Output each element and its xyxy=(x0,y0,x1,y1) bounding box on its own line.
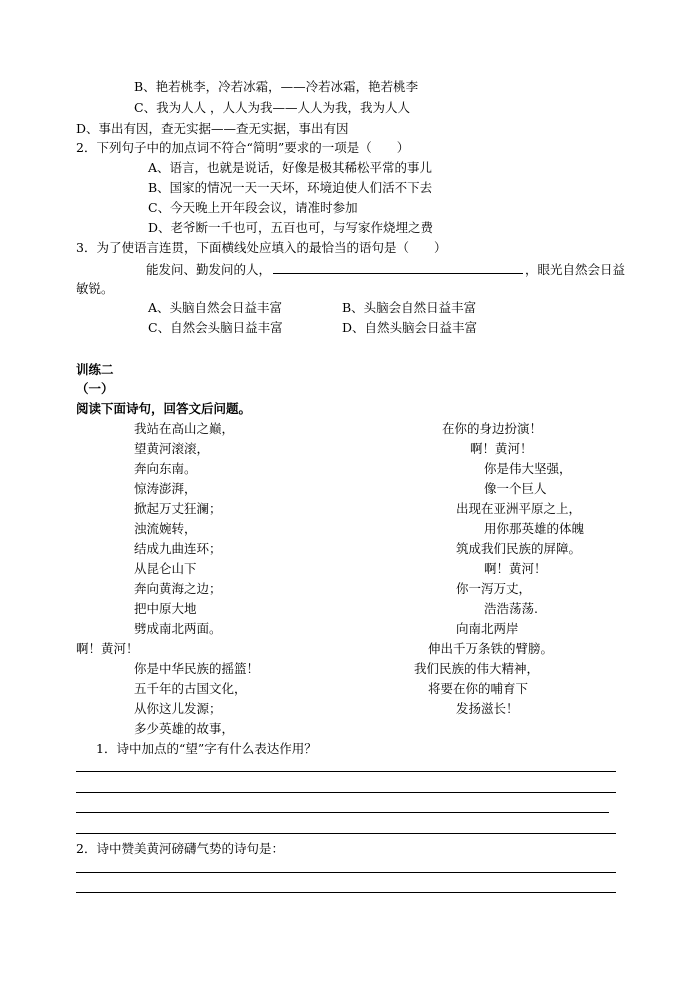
poem-exclaim: 啊！黄河！ xyxy=(76,641,139,656)
poem-left-line: 掀起万丈狂澜； xyxy=(134,501,222,516)
poem-left-line: 五千年的古国文化， xyxy=(134,681,247,696)
poem-right-line: 发扬滋长！ xyxy=(456,701,519,716)
poem-right-line: 在你的身边扮演！ xyxy=(442,421,543,436)
poem-right-line: 向南北两岸 xyxy=(456,621,519,636)
poem-left-line: 把中原大地 xyxy=(134,601,197,616)
q3-option-a: A、头脑自然会日益丰富 xyxy=(148,300,283,315)
poem-left-line: 我站在高山之巅， xyxy=(134,421,235,436)
poem-right-line: 浩浩荡荡. xyxy=(484,601,538,616)
section-instruction: 阅读下面诗句，回答文后问题。 xyxy=(76,401,252,416)
q1-option-c: C、我为人人 ，人人为我——人人为我，我为人人 xyxy=(134,100,411,115)
q3-sentence-start: 能发问、勤发问的人， xyxy=(146,262,272,277)
poem-right-line: 你一泻万丈， xyxy=(456,581,532,596)
q2-option-c: C、今天晚上开年段会议，请准时参加 xyxy=(148,200,358,215)
poem-left-line: 惊涛澎湃， xyxy=(134,481,197,496)
poem-right-line: 啊！黄河！ xyxy=(484,561,547,576)
q3-stem: 3．为了使语言连贯，下面横线处应填入的最恰当的语句是（ ） xyxy=(76,240,447,255)
answer-line[interactable] xyxy=(76,872,616,873)
q2-option-b: B、国家的情况一天一天坏，环境迫使人们活不下去 xyxy=(148,180,433,195)
q3-option-d: D、自然头脑会日益丰富 xyxy=(342,320,478,335)
poem-right-line: 用你那英雄的体魄 xyxy=(484,521,585,536)
poem-left-line: 劈成南北两面。 xyxy=(134,621,222,636)
section-title: 训练二 xyxy=(76,362,114,377)
poem-right-line: 我们民族的伟大精神， xyxy=(414,661,540,676)
answer-line[interactable] xyxy=(76,812,609,813)
answer-line[interactable] xyxy=(76,833,616,834)
poem-left-line: 奔向黄海之边； xyxy=(134,581,222,596)
q3-sentence-cont: 敏锐。 xyxy=(76,281,114,296)
poem-right-line: 你是伟大坚强， xyxy=(484,461,572,476)
poem-left-line: 结成九曲连环； xyxy=(134,541,222,556)
poem-left-line: 浊流婉转， xyxy=(134,521,197,536)
poem-left-line: 从昆仑山下 xyxy=(134,561,197,576)
poem-left-line: 从你这儿发源； xyxy=(134,701,222,716)
poem-right-line: 出现在亚洲平原之上， xyxy=(456,501,582,516)
q3-option-c: C、自然会头脑日益丰富 xyxy=(148,320,283,335)
poem-left-line: 望黄河滚滚， xyxy=(134,441,210,456)
answer-line[interactable] xyxy=(76,892,616,893)
q2-option-a: A、语言，也就是说话，好像是极其稀松平常的事儿 xyxy=(148,160,433,175)
q1-option-d: D、事出有因，查无实据——查无实据，事出有因 xyxy=(76,121,349,136)
poem-right-line: 伸出千万条铁的臂膀。 xyxy=(428,641,554,656)
answer-line[interactable] xyxy=(76,771,616,772)
poem-right-line: 将要在你的哺育下 xyxy=(428,681,529,696)
section-part: （一） xyxy=(76,381,114,396)
q3-sentence xyxy=(146,261,625,278)
poem-right-line: 啊！黄河！ xyxy=(470,441,533,456)
q3-sentence-end: ，眼光自然会日益 xyxy=(525,262,626,277)
answer-line[interactable] xyxy=(76,792,616,793)
question-2: 2．诗中赞美黄河磅礴气势的诗句是： xyxy=(76,841,284,856)
poem-left-line: 你是中华民族的摇篮！ xyxy=(134,661,260,676)
poem-right-line: 筑成我们民族的屏障。 xyxy=(456,541,582,556)
q3-answer-blank[interactable] xyxy=(273,261,523,274)
q2-option-d: D、老爷断一千也可，五百也可，与写家作烧埋之费 xyxy=(148,220,434,235)
poem-right-line: 像一个巨人 xyxy=(484,481,547,496)
question-1: 1．诗中加点的“望”字有什么表达作用？ xyxy=(96,741,317,756)
poem-left-line: 奔向东南。 xyxy=(134,461,197,476)
q3-option-b: B、头脑会自然日益丰富 xyxy=(342,300,477,315)
q1-option-b: B、艳若桃李，冷若冰霜，——冷若冰霜，艳若桃李 xyxy=(134,79,419,94)
poem-left-line: 多少英雄的故事， xyxy=(134,721,235,736)
q2-stem: 2．下列句子中的加点词不符合“简明”要求的一项是（ ） xyxy=(76,140,410,155)
